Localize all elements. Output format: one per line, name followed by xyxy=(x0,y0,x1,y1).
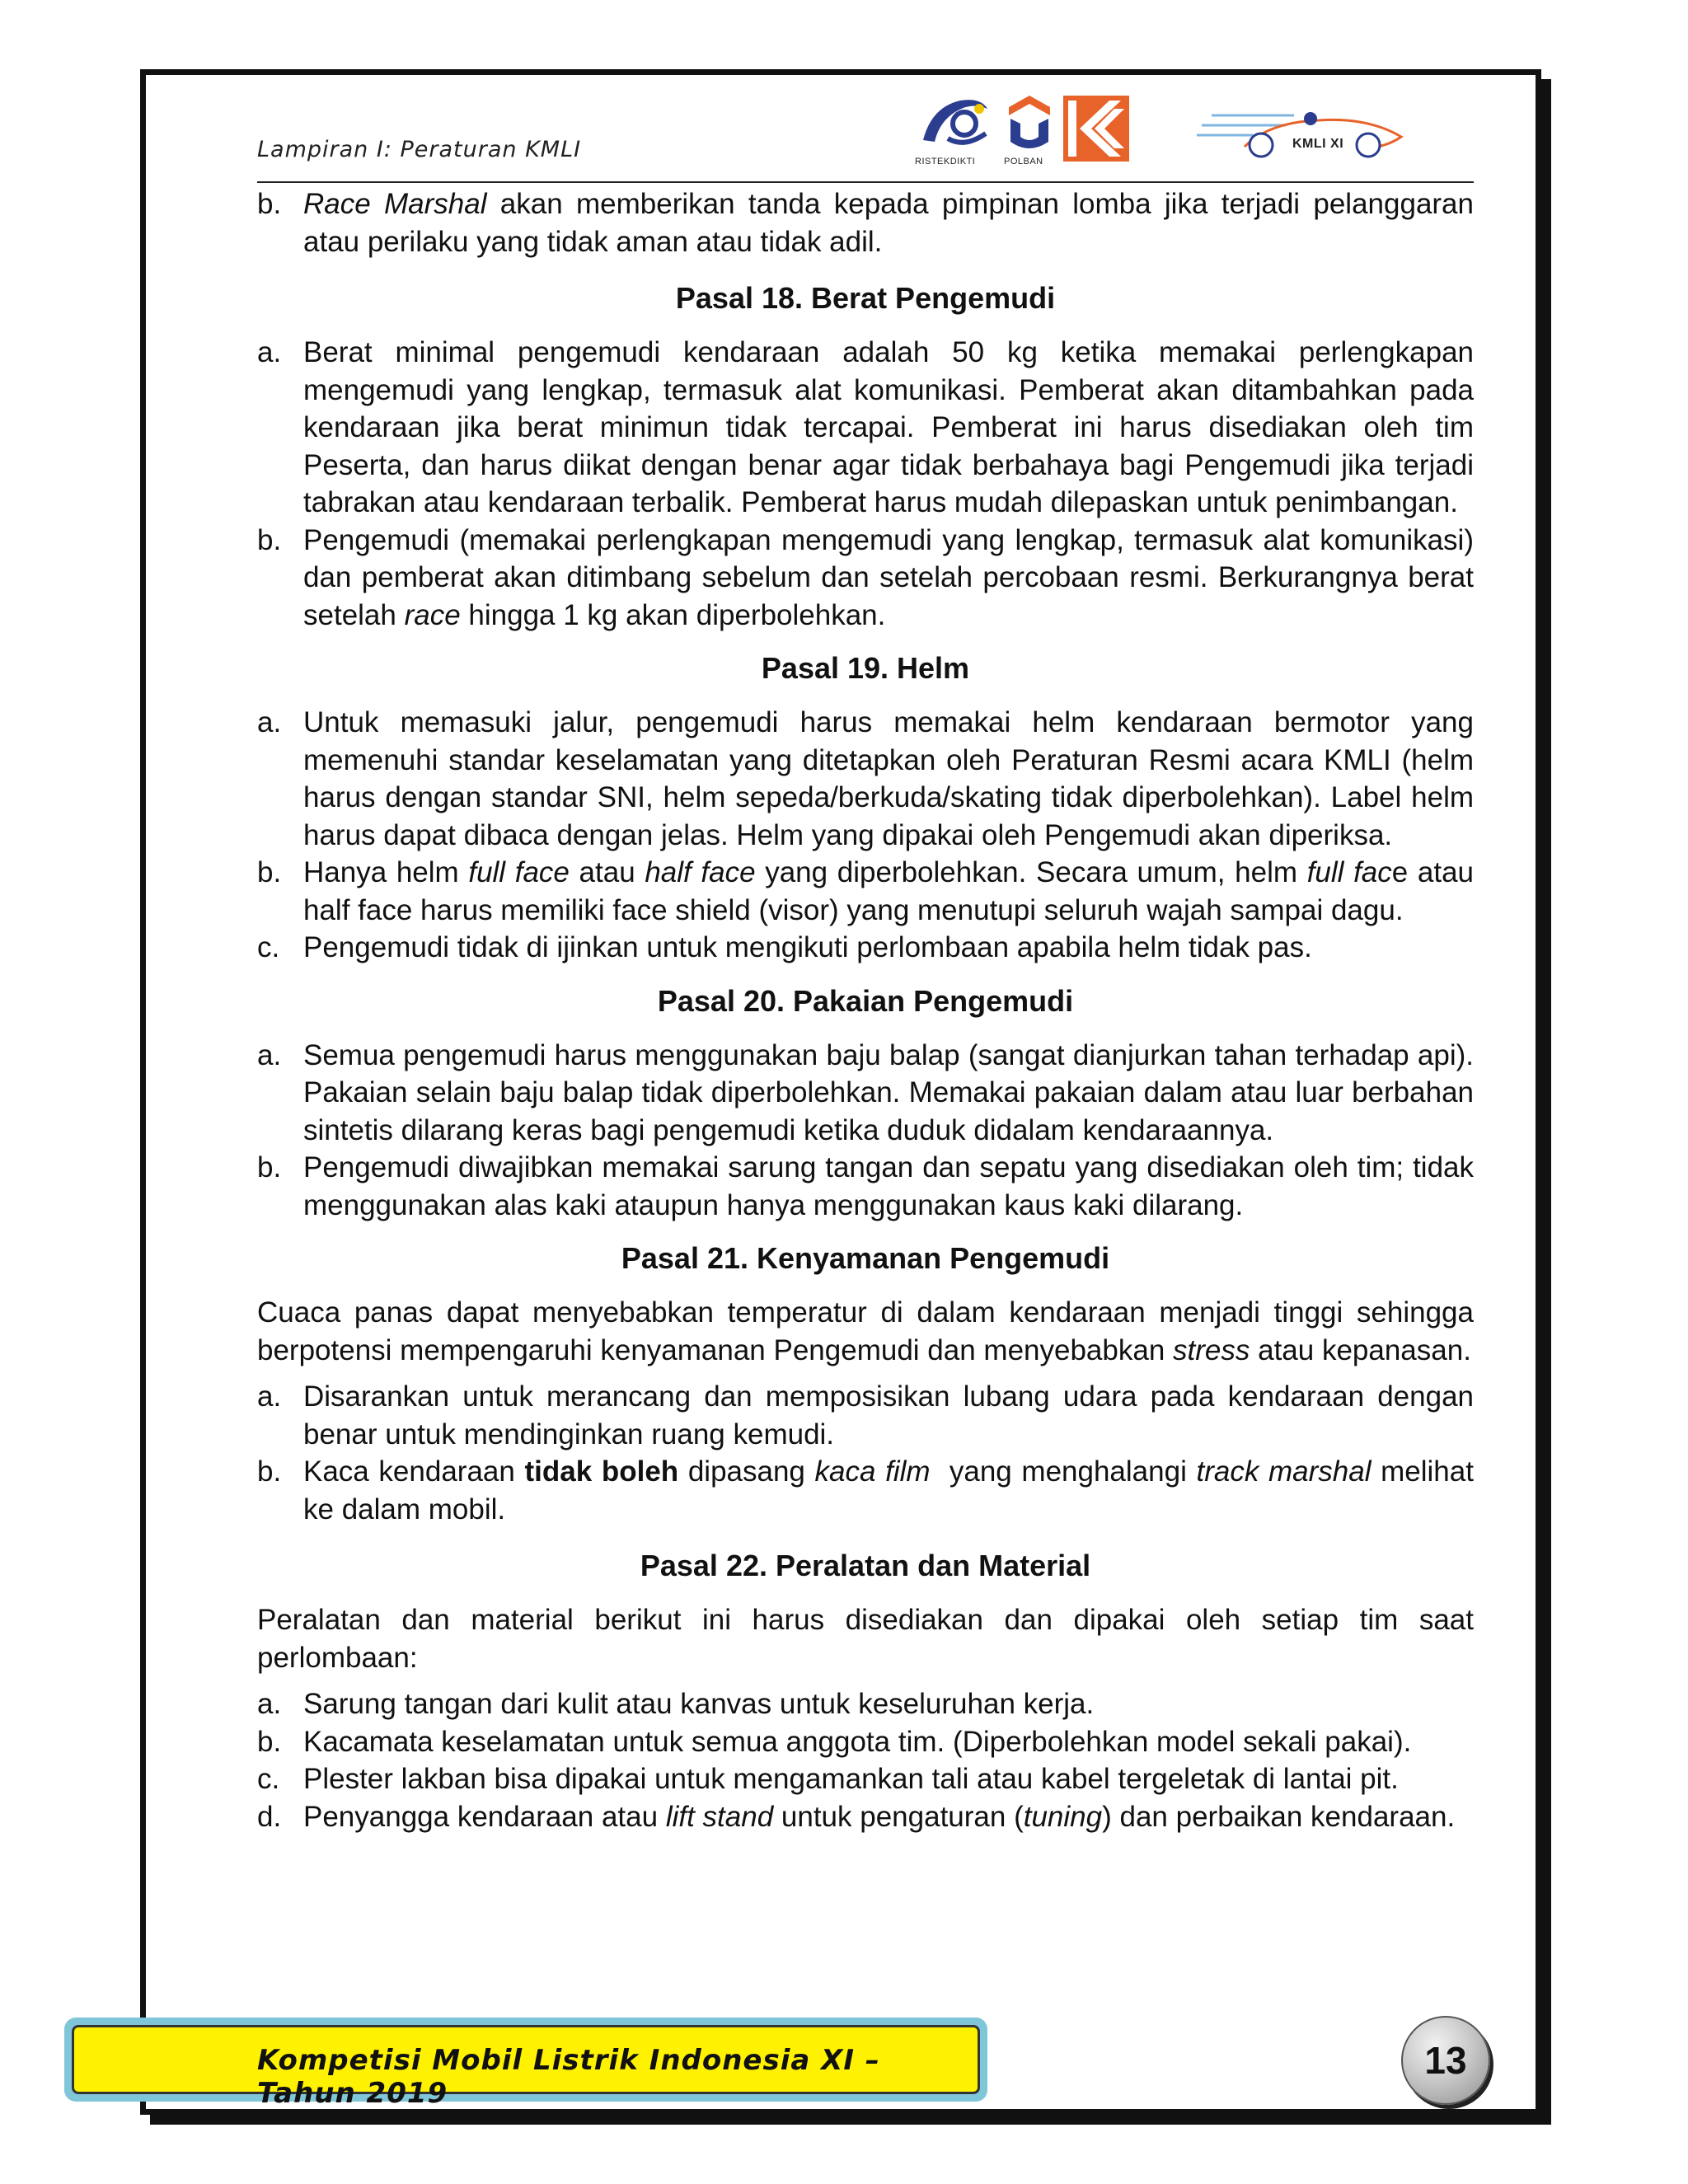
section-heading-pasal-22: Pasal 22. Peralatan dan Material xyxy=(640,1549,1091,1582)
paragraph: Cuaca panas dapat menyebabkan temperatur di dalam kendaraan menjadi tinggi sehingga berpotensi mempengaruhi kenyamanan Pengemudi dan menyebabkan stress atau kepanasan. xyxy=(257,1296,1474,1366)
list-item: b. Pengemudi diwajibkan memakai sarung tangan dan sepatu yang disediakan oleh tim; tidak menggunakan alas kaki ataupun hanya menggunakan kaus kaki dilarang. xyxy=(257,1151,1474,1221)
polban-logo-text: POLBAN xyxy=(1004,157,1043,166)
header-label: Lampiran I: Peraturan KMLI xyxy=(257,137,582,162)
list-item: b. Kaca kendaraan tidak boleh dipasang kaca film yang menghalangi track marshal melihat ke dalam mobil. xyxy=(257,1455,1474,1526)
polban-logo xyxy=(1002,91,1057,170)
list-item: a. Sarung tangan dari kulit atau kanvas untuk keseluruhan kerja. xyxy=(257,1688,1095,1720)
list-item: a. Berat minimal pengemudi kendaraan adalah 50 kg ketika memakai perlengkapan mengemudi yang lengkap, termasuk alat komunikasi. Pemberat akan ditambahkan pada kendaraan jika berat minimun tidak tercapai. Pemberat ini harus disediakan oleh tim Peserta, dan harus diikat dengan benar agar tidak berbahaya bagi Pengemudi jika terjadi tabrakan atau kendaraan terbalik. Pemberat harus mudah dilepaskan untuk penimbangan. xyxy=(257,336,1474,518)
page-number-badge: 13 xyxy=(1401,2016,1490,2105)
ristekdikti-logo-text: RISTEKDIKTI xyxy=(915,157,976,166)
list-item: a. Untuk memasuki jalur, pengemudi harus memakai helm kendaraan bermotor yang memenuhi standar keselamatan yang ditetapkan oleh Peraturan Resmi acara KMLI (helm harus dengan standar SNI, helm sepeda/berkuda/skating tidak diperbolehkan). Label helm harus dapat dibaca dengan jelas. Helm yang dipakai oleh Pengemudi akan diperiksa. xyxy=(257,706,1474,851)
paragraph: Peralatan dan material berikut ini harus disediakan dan dipakai oleh setiap tim saat perlombaan: xyxy=(257,1604,1474,1674)
section-heading-pasal-21: Pasal 21. Kenyamanan Pengemudi xyxy=(621,1241,1110,1275)
list-item: a. Disarankan untuk merancang dan memposisikan lubang udara pada kendaraan dengan benar untuk mendinginkan ruang kemudi. xyxy=(257,1380,1474,1451)
list-item: c. Plester lakban bisa dipakai untuk mengamankan tali atau kabel tergeletak di lantai pit. xyxy=(257,1763,1399,1795)
header-logos xyxy=(915,91,1409,173)
list-item: b. Pengemudi (memakai perlengkapan mengemudi yang lengkap, termasuk alat komunikasi) dan pemberat akan ditimbang sebelum dan setelah percobaan resmi. Berkurangnya berat setelah race hingga 1 kg akan diperbolehkan. xyxy=(257,523,1474,631)
k-logo xyxy=(1063,96,1129,162)
kmli-logo-text: KMLI XI xyxy=(1292,137,1344,151)
list-item: c. Pengemudi tidak di ijinkan untuk mengikuti perlombaan apabila helm tidak pas. xyxy=(257,931,1312,963)
ristekdikti-logo xyxy=(915,91,992,170)
kmli-xi-logo xyxy=(1195,97,1409,163)
document-body xyxy=(257,185,1474,1835)
footer-banner xyxy=(64,2018,987,2110)
section-heading-pasal-19: Pasal 19. Helm xyxy=(761,651,970,685)
list-item: d. Penyangga kendaraan atau lift stand untuk pengaturan (tuning) dan perbaikan kendaraan. xyxy=(257,1800,1456,1833)
header-rule xyxy=(257,181,1474,183)
list-item: b. Kacamata keselamatan untuk semua anggota tim. (Diperbolehkan model sekali pakai). xyxy=(257,1725,1412,1758)
list-item: a. Semua pengemudi harus menggunakan baju balap (sangat dianjurkan tahan terhadap api). Pakaian selain baju balap tidak diperbolehkan. Memakai pakaian dalam atau luar berbahan sintetis dilarang keras bagi pengemudi ketika duduk didalam kendaraannya. xyxy=(257,1038,1474,1146)
list-item: b. Hanya helm full face atau half face yang diperbolehkan. Secara umum, helm full face atau half face harus memiliki face shield (visor) yang menutupi seluruh wajah sampai dagu. xyxy=(257,856,1475,926)
footer-text: Kompetisi Mobil Listrik Indonesia XI – Tahun 2019 xyxy=(257,2044,880,2110)
section-heading-pasal-18: Pasal 18. Berat Pengemudi xyxy=(675,281,1056,315)
section-heading-pasal-20: Pasal 20. Pakaian Pengemudi xyxy=(657,983,1074,1018)
list-item: b. Race Marshal akan memberikan tanda kepada pimpinan lomba jika terjadi pelanggaran atau perilaku yang tidak aman atau tidak adil. xyxy=(257,188,1474,258)
